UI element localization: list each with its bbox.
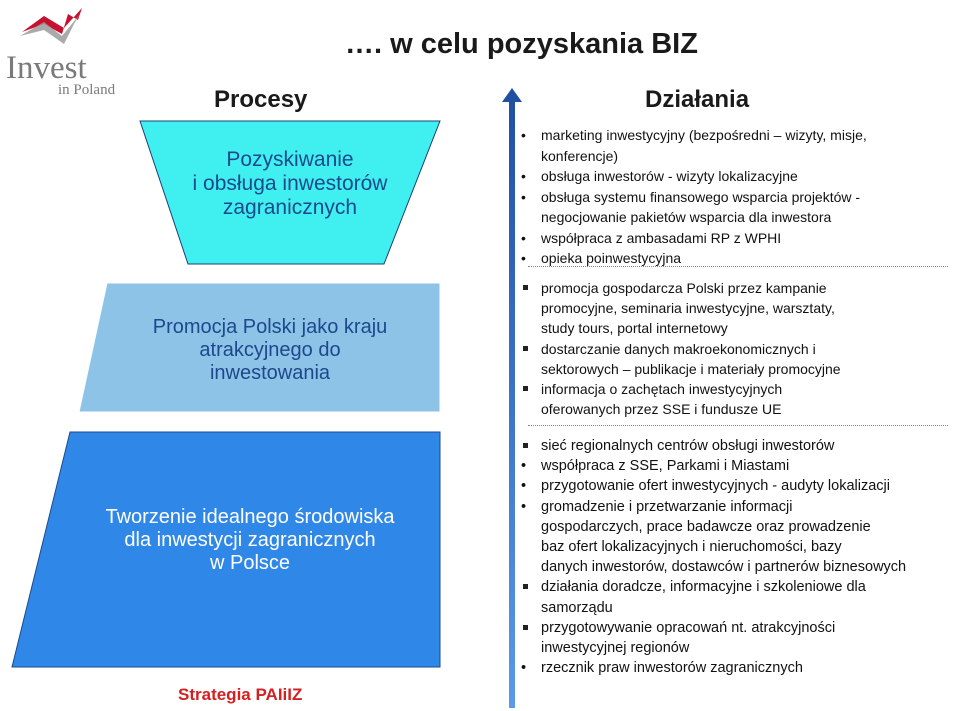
divider	[528, 266, 948, 267]
list-item-continuation: inwestycyjnej regionów	[541, 640, 690, 657]
list-item: dostarczanie danych makroekonomicznych i	[517, 339, 841, 359]
list-item: • rzecznik praw inwestorów zagranicznych	[521, 660, 803, 677]
actions-group-3	[517, 436, 906, 678]
list-item-continuation: oferowanych przez SSE i fundusze UE	[541, 401, 782, 418]
list-item: • przygotowanie ofert inwestycyjnych - audyty lokalizacji	[521, 478, 890, 495]
strategy-footer: Strategia PAIiIZ	[178, 685, 303, 704]
actions-group-2	[517, 278, 841, 419]
list-item-continuation: samorządu	[541, 599, 613, 616]
list-item: informacja o zachętach inwestycyjnych	[517, 379, 841, 399]
actions-group-1	[517, 125, 867, 269]
list-item: • współpraca z ambasadami RP z WPHI	[521, 229, 782, 246]
list-item: przygotowywanie opracowań nt. atrakcyjności	[517, 618, 906, 638]
list-item: • współpraca z SSE, Parkami i Miastami	[521, 458, 790, 475]
list-item: • obsługa systemu finansowego wsparcia projektów -	[521, 188, 861, 205]
list-item: działania doradcze, informacyjne i szkoleniowe dla	[517, 577, 906, 597]
list-item-continuation: study tours, portal internetowy	[541, 320, 728, 337]
page-title: …. w celu pozyskania BIZ	[345, 28, 698, 60]
list-item: • opieka poinwestycyjna	[521, 250, 682, 266]
list-item-continuation: gospodarczych, prace badawcze oraz prowadzenie	[541, 518, 871, 535]
tier-3-label: Tworzenie idealnego środowiska dla inwestycji zagranicznych w Polsce	[105, 506, 395, 574]
list-item-continuation: negocjowanie pakietów wsparcia dla inwestora	[541, 209, 832, 225]
list-item: • marketing inwestycyjny (bezpośredni – wizyty, misje,	[521, 127, 867, 143]
list-item: • obsługa inwestorów - wizyty lokalizacyjne	[521, 168, 798, 184]
tier-1-label: Pozyskiwanie i obsługa inwestorów zagranicznych	[192, 148, 388, 220]
divider	[528, 425, 948, 426]
list-item-continuation: baz ofert lokalizacyjnych i nieruchomości, bazy	[541, 539, 842, 556]
logo-sub-text: in Poland	[58, 82, 116, 98]
list-item-continuation: konferencje)	[541, 147, 619, 164]
logo-brand-text: Invest	[6, 50, 87, 86]
list-item: promocja gospodarcza Polski przez kampanie	[517, 278, 841, 298]
list-item: sieć regionalnych centrów obsługi inwestorów	[517, 436, 906, 456]
actions-heading: Działania	[645, 86, 750, 113]
tier-2-label: Promocja Polski jako kraju atrakcyjnego do inwestowania	[152, 316, 388, 384]
processes-heading: Procesy	[214, 86, 308, 113]
list-item-continuation: danych inwestorów, dostawców i partnerów biznesowych	[541, 559, 907, 576]
list-item: • gromadzenie i przetwarzanie informacji	[521, 498, 793, 515]
list-item-continuation: sektorowych – publikacje i materiały promocyjne	[541, 360, 841, 377]
list-item-continuation: promocyjne, seminaria inwestycyjne, warsztaty,	[541, 300, 835, 317]
